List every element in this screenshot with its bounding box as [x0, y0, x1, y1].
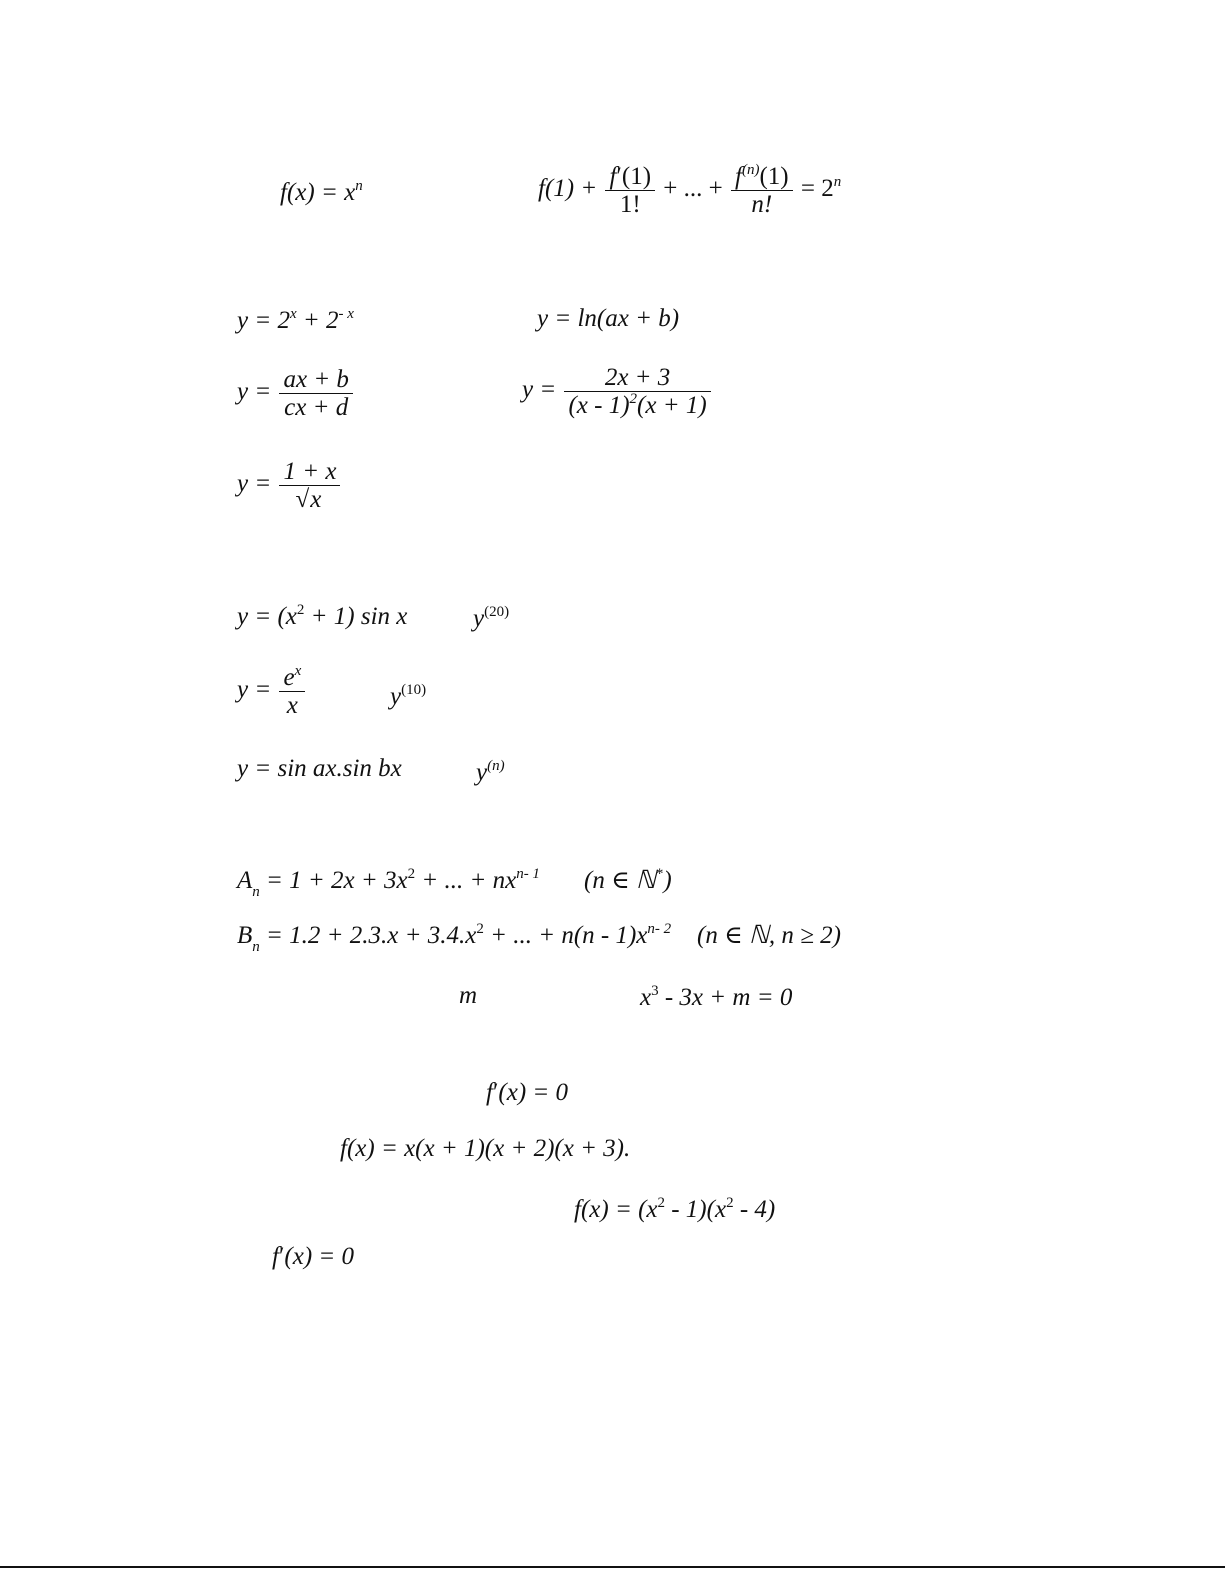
series-b-definition: $B_n = 1.2 + 2.3.x + 3.4.x^2$ + ... + $n(n - 1)x^{n- 2}$ — [237, 921, 672, 955]
exp-over-x-fraction: $\frac{e^x}{x}$ — [279, 664, 305, 719]
log-function: y = ln(ax + b) — [537, 305, 680, 332]
sqrt-function: y = $\frac{1 + x}{√x}$ — [237, 458, 342, 513]
taylor-fraction-n: $\frac{f^{(n)}(1)}{n!}$ — [731, 163, 793, 218]
derivative-zero-equation: f′(x) = 0 — [486, 1079, 569, 1106]
function-power-equation — [280, 180, 363, 205]
quartic-product-function: f(x) = x(x + 1)(x + 2)(x + 3). — [340, 1135, 631, 1162]
squared-difference-function: $f(x) = (x^2 - 1)(x^2 - 4)$ — [574, 1195, 776, 1223]
taylor-fraction-1: $\frac{f'(1)}{1!}$ — [605, 163, 655, 218]
rational-fraction: $\frac{ax + b}{cx + d}$ — [279, 366, 352, 421]
derivative-zero-equation-2: f′(x) = 0 — [272, 1243, 355, 1270]
taylor-rhs-exponent: n — [833, 174, 842, 191]
rational-function-2: y = $\frac{2x + 3}{(x - 1)^2(x + 1)}$ — [522, 364, 713, 419]
derivative-order-20: $y^{(20)}$ — [473, 604, 510, 632]
equals-sign: = — [314, 179, 345, 206]
cubic-equation: $x^3 - 3x + m = 0$ — [640, 983, 793, 1011]
taylor-rhs: = 2 — [800, 175, 834, 203]
taylor-ellipsis: + ... + — [663, 175, 729, 203]
product-sine-function: $y = (x^2 + 1)$ sin x — [237, 602, 408, 630]
derivative-order-10: $y^{(10)}$ — [390, 682, 427, 710]
taylor-first-term: f(1) + — [538, 175, 604, 203]
exponential-sum-function: $y = 2^x + 2^{- x}$ — [237, 306, 354, 334]
fx-lhs: f(x) — [280, 179, 315, 206]
series-a-condition: (n ∈ ℕ*) — [584, 866, 672, 894]
rational-function: y = $\frac{ax + b}{cx + d}$ — [237, 366, 355, 421]
rational2-fraction: $\frac{2x + 3}{(x - 1)^2(x + 1)}$ — [564, 364, 710, 419]
parameter-m: m — [459, 982, 478, 1009]
page-bottom-rule — [0, 1566, 1225, 1568]
series-b-condition: (n ∈ ℕ, n ≥ 2) — [697, 922, 841, 949]
power-base: x — [344, 179, 356, 206]
sqrt-radical: √x — [296, 487, 325, 512]
series-a-definition: $A_n = 1 + 2x + 3x^2$ + ... + $nx^{n- 1}$ — [237, 866, 540, 900]
sqrt-fraction: $\frac{1 + x}{√x}$ — [279, 458, 340, 513]
derivative-order-n: $y^{(n)}$ — [476, 758, 505, 786]
taylor-sum-identity — [538, 163, 841, 218]
power-exponent: n — [355, 178, 363, 194]
exp-over-x-function: y = $\frac{e^x}{x}$ — [237, 664, 307, 719]
sine-product-function: y = sin ax.sin bx — [237, 755, 402, 782]
